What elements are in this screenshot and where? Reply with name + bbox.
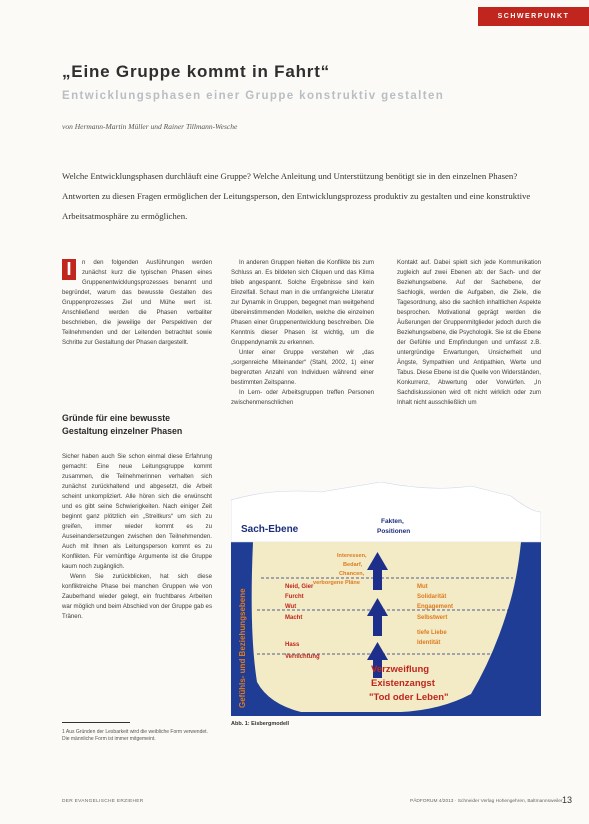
sach-ebene-label: Sach-Ebene — [241, 524, 299, 535]
bottom-line: Verzweiflung — [371, 664, 430, 675]
mid-right-item: Mut — [417, 584, 428, 590]
column-1-body — [62, 452, 212, 622]
iceberg-figure — [231, 482, 541, 716]
section-tag: SCHWERPUNKT — [478, 7, 589, 26]
mid-left-item: Wut — [285, 604, 297, 610]
low-right-item: tiefe Liebe — [417, 630, 447, 636]
low-right-item: Identität — [417, 640, 441, 646]
mid-left-item: Neid, Gier — [285, 584, 314, 590]
column-3 — [397, 258, 541, 408]
figure-caption: Abb. 1: Eisbergmodell — [231, 721, 290, 727]
mid-right-item: Engagement — [417, 604, 454, 610]
body-paragraph: In anderen Gruppen hielten die Konflikte bis zum Schluss an. Es bildeten sich Cliquen und das Klima blieb angespannt. Solche Ergebnisse sind kein Einzelfall. Schaut man in die umfangreiche Literatur zur Dynamik in Gruppen, begegnet man weitgehend übereinstimmenden Modellen, welche die einzelnen Phasen einer Gruppenentwicklung beschreiben. Die Kenntnis dieser Phasen ist wichtig, um die Gruppendynamik zu erkennen. — [231, 259, 374, 346]
low-left-item: Vernichtung — [285, 654, 320, 660]
drop-cap: I — [62, 259, 76, 280]
column-1 — [62, 258, 212, 348]
sach-item: Fakten, — [381, 518, 404, 525]
upper-left-item: Chancen, — [339, 571, 365, 577]
mid-left-item: Macht — [285, 615, 303, 621]
mid-right-item: Selbstwert — [417, 615, 448, 621]
footer-publisher: PÄDFORUM 4/2013 · Schneider Verlag Hohengehren, Baltmannsweiler — [410, 799, 563, 804]
upper-left-item: Interessen, — [337, 553, 367, 559]
beziehungsebene-label: Gefühls- und Beziehungsebene — [238, 588, 247, 708]
page-number: 13 — [562, 795, 573, 805]
upper-left-item: verborgene Pläne — [313, 580, 360, 586]
footer-journal: DER EVANGELISCHE ERZIEHER — [62, 799, 144, 804]
upper-left-item: Bedarf, — [343, 562, 363, 568]
footnote: 1 Aus Gründen der Lesbarkeit wird die weibliche Form verwendet. Die männliche Form ist immer mitgemeint. — [62, 729, 208, 742]
column-2 — [231, 258, 374, 408]
body-paragraph: Unter einer Gruppe verstehen wir „das „sorgenreiche Miteinander“ (Stahl, 2002, 1) einer begrenzten Anzahl von Individuen während einer bestimmten Zeitspanne. — [231, 349, 374, 386]
footnote-rule — [62, 722, 130, 723]
low-left-item: Hass — [285, 642, 300, 648]
bottom-line: "Tod oder Leben" — [369, 692, 449, 703]
mid-right-item: Solidarität — [417, 594, 447, 600]
article-authors: von Hermann-Martin Müller und Rainer Tillmann-Wesche — [62, 122, 238, 131]
article-subtitle: Entwicklungsphasen einer Gruppe konstruktiv gestalten — [62, 90, 445, 102]
intro-paragraph: I n den folgenden Ausführungen werden zunächst kurz die typischen Phasen eines Gruppenentwicklungsprozesses benannt und begründet, warum das bewusste Gestalten des Gruppenprozesses Ziel und Mühe wert ist. Anschließend werden die Phasen verbaliter beschrieben, die jeweilige der Perspektiven der Teilnehmenden und der Leitenden betrachtet sowie Schritte zur Gestaltung der Phasen dargestellt. — [62, 259, 212, 346]
bottom-line: Existenzangst — [371, 678, 435, 689]
mid-left-item: Furcht — [285, 594, 304, 600]
body-paragraph: Kontakt auf. Dabei spielt sich jede Kommunikation zugleich auf zwei Ebenen ab: der Sach- und der Beziehungsebene. Auf der Sachebene, der Sachlogik, werden die Aufgaben, die Ziele, die Tagesordnung, also die sachlich inhaltlichen Aspekte besprochen. Motivational geprägt werden die Äußerungen der Gruppenmitglieder jedoch durch die Beziehungsebene, die Psychologik. Sie ist die Ebene der Gefühle und Empfindungen und umfasst z.B. untergründige Erwartungen, Unsicherheit und Ängste, Sympathien und Antipathien, Werte und Tabus. Diese Ebene ist die Quelle von Widerständen, Konkurrenz, Abwertung oder Vorwürfen. „In Sachdiskussionen wird oft nicht wirklich oder zum Inhalt nicht ausschließlich um — [397, 259, 541, 406]
body-paragraph: Wenn Sie zurückblicken, hat sich diese konfliktreiche Phase bei manchen Gruppen wie von Zauberhand wieder gelegt, ein fruchtbares Arbeiten war möglich und beim Abschied von der Gruppe gab es Tränen. — [62, 573, 212, 620]
section-heading: Gründe für eine bewusste Gestaltung einzelner Phasen — [62, 413, 183, 436]
article-title: „Eine Gruppe kommt in Fahrt“ — [62, 62, 330, 81]
body-paragraph: In Lern- oder Arbeitsgruppen treffen Personen zwischenmenschlichen — [231, 389, 374, 406]
sach-item: Positionen — [377, 528, 411, 535]
body-paragraph: Sicher haben auch Sie schon einmal diese Erfahrung gemacht: Eine neue Leitungsgruppe kommt zusammen, die Teilnehmerinnen verhalten sich zunächst zurückhaltend und abgesetzt, die Arbeit scheint unkompliziert. Alle hören sich die erwünscht und es gibt seine Schwierigkeiten. Nach einiger Zeit beginnt ganz plötzlich ein „Streitkurs“ um sich zu greifen, immer wieder kommt es zu Auseinandersetzungen zwischen den Teilnehmenden. Auch mit Ihnen als Leitungsperson kommt es zu Konflikten. Für vernünftige Argumente ist die Gruppe kaum noch zugänglich. — [62, 453, 212, 570]
lead-paragraph: Welche Entwicklungsphasen durchläuft eine Gruppe? Welche Anleitung und Unterstützung benötigt sie in den einzelnen Phasen? Antworten zu diesen Fragen ermöglichen der Leitungsperson, den Entwicklungsprozess produktiv zu gestalten und eine konstruktive Arbeitsatmosphäre zu ermöglichen. — [62, 171, 531, 221]
